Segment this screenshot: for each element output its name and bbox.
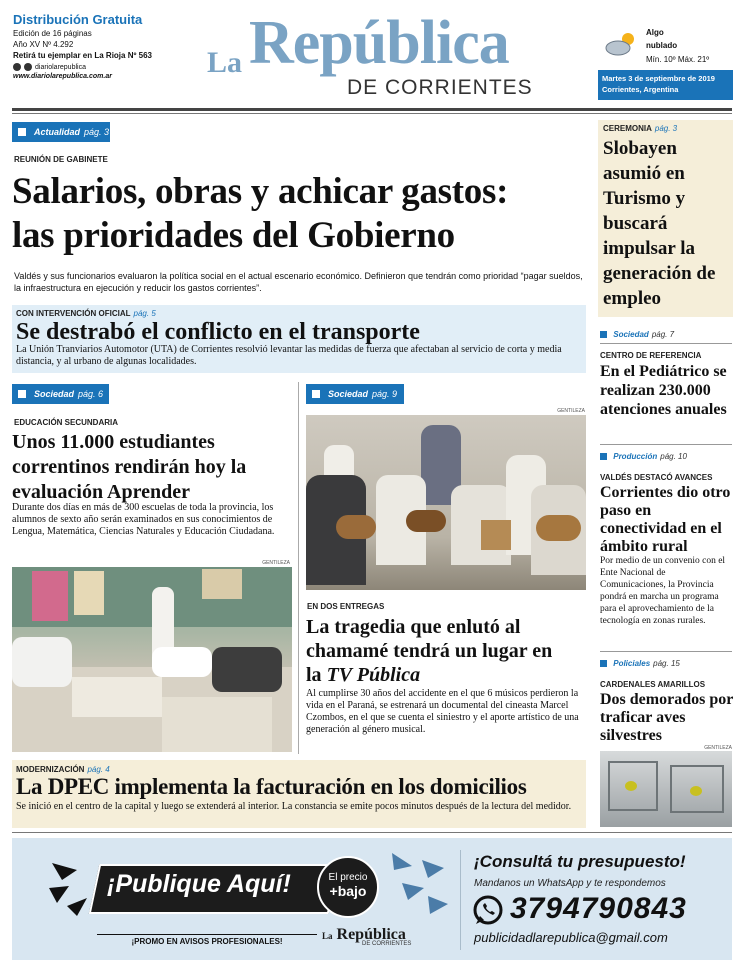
lead-body: Valdés y sus funcionarios evaluaron la política social en el actual escenario económico. Definieron que tendrán como prioridad “pagar sueldos, la infraestructura en ejecución y reducir los gastos corrientes”.: [14, 271, 583, 293]
pickup-line: Retirá tu ejemplar en La Rioja Nº 563: [13, 51, 152, 60]
publique-label: ¡Publique Aquí!: [107, 870, 291, 898]
weather-box: [600, 24, 732, 64]
students-kicker: EDUCACIÓN SECUNDARIA: [14, 418, 119, 427]
newspaper-logo[interactable]: [207, 9, 547, 102]
chamame-photo-credit: GENTILEZA: [557, 408, 585, 414]
students-body: Durante dos días en más de 300 escuelas de toda la provincia, los alumnos de sexto año serán examinados en sus conocimientos de Lengua, Matemática, Ciencias Naturales y Educación Ciudadana.: [12, 502, 275, 537]
whatsapp-icon: [472, 894, 504, 926]
date-line: Martes 3 de septiembre de 2019: [602, 74, 715, 83]
sidebar-rule-2: [600, 444, 732, 445]
partly-cloudy-icon: [604, 30, 640, 56]
logo-la: La: [207, 46, 243, 79]
chamame-body: Al cumplirse 30 años del accidente en el que 6 músicos perdieron la vida en el Paraná, se estrenará un documental del cineasta Marcel Czombos, en el que se cuenta el siniestro y el aporte artístico de una generación al género musical.: [306, 688, 579, 735]
ad-logo: La República DE CORRIENTES: [322, 926, 412, 947]
transport-headline: Se destrabó el conflicto en el transporte: [16, 319, 420, 345]
section-tag-policiales[interactable]: Policiales pág. 15: [600, 659, 680, 668]
weather-temps: Mín. 10º Máx. 21º: [646, 55, 710, 64]
section-tag-sociedad-7[interactable]: Sociedad pág. 7: [600, 330, 674, 339]
dpec-headline: La DPEC implementa la facturación en los domicilios: [16, 774, 527, 799]
students-photo-credit: GENTILEZA: [262, 560, 290, 566]
dpec-body: Se inició en el centro de la capital y luego se extenderá al interior. La constancia se emite pocos minutos después de la lectura del medidor.: [16, 801, 572, 812]
transport-kicker: CON INTERVENCIÓN OFICIAL pág. 5: [16, 309, 156, 318]
prod-kicker: VALDÉS DESTACÓ AVANCES: [600, 473, 713, 482]
ped-headline[interactable]: En el Pediátrico se realizan 230.000 atenciones anuales: [600, 363, 727, 418]
logo-subtitle: DE CORRIENTES: [347, 76, 533, 99]
section-tag-sociedad-6[interactable]: Sociedad pág. 6: [12, 384, 109, 404]
facebook-icon[interactable]: [13, 63, 21, 71]
prod-headline[interactable]: Corrientes dio otro paso en conectividad en el ámbito rural: [600, 484, 731, 555]
advert-banner[interactable]: [12, 838, 732, 960]
date-box: [598, 70, 733, 100]
consulta-line: ¡Consultá tu presupuesto!: [474, 852, 686, 871]
lead-headline[interactable]: Salarios, obras y achicar gastos: las prioridades del Gobierno: [12, 171, 509, 256]
chamame-kicker: EN DOS ENTREGAS: [307, 602, 385, 611]
bottom-rule: [12, 832, 732, 833]
logo-republica: República: [249, 9, 509, 77]
section-tag-actualidad[interactable]: Actualidad pág. 3: [12, 122, 110, 142]
students-headline[interactable]: Unos 11.000 estudiantes correntinos rendirán hoy la evaluación Aprender: [12, 431, 247, 503]
ad-phone[interactable]: 3794790843: [510, 892, 687, 925]
prod-body: Por medio de un convenio con el Ente Nacional de Comunicaciones, la Provincia pondrá en marcha un programa para el aprovechamiento de la tecnología en zonas rurales.: [600, 556, 726, 626]
place-line: Corrientes, Argentina: [602, 85, 679, 94]
pol-photo-credit: GENTILEZA: [704, 745, 732, 751]
masthead-rule-thin: [12, 113, 732, 114]
whatsapp-text: Mandanos un WhatsApp y te respondemos: [474, 878, 666, 889]
social-row: [13, 63, 198, 71]
transport-box[interactable]: [12, 305, 586, 373]
edition-line: Edición de 16 páginas: [13, 29, 92, 38]
chamame-headline[interactable]: La tragedia que enlutó al chamamé tendrá un lugar en la TV Pública: [306, 616, 553, 686]
website-link[interactable]: www.diariolarepublica.com.ar: [13, 73, 112, 80]
pol-kicker: CARDENALES AMARILLOS: [600, 680, 706, 689]
masthead-rule: [12, 108, 732, 111]
lead-kicker: REUNIÓN DE GABINETE: [14, 155, 108, 164]
ad-divider: [460, 850, 461, 950]
masthead-left: [13, 12, 198, 80]
dpec-kicker: MODERNIZACIÓN pág. 4: [16, 765, 110, 774]
twitter-icon[interactable]: [24, 63, 32, 71]
tourism-headline: Slobayen asumió en Turismo y buscará impulsar la generación de empleo: [603, 138, 716, 309]
free-distribution-label: Distribución Gratuita: [13, 12, 143, 27]
section-tag-produccion[interactable]: Producción pág. 10: [600, 452, 687, 461]
shard-decor-right: [382, 848, 452, 918]
dpec-box[interactable]: [12, 760, 586, 828]
sidebar-rule-3: [600, 651, 732, 652]
ped-kicker: CENTRO DE REFERENCIA: [600, 351, 702, 360]
section-tag-sociedad-9[interactable]: Sociedad pág. 9: [306, 384, 404, 404]
weather-text: Algo nublado: [646, 28, 678, 50]
sidebar-rule-1: [600, 343, 732, 344]
birds-photo[interactable]: [600, 751, 732, 827]
year-line: Año XV Nº 4.292: [13, 40, 74, 49]
tourism-box[interactable]: [598, 120, 733, 317]
ad-email[interactable]: publicidadlarepublica@gmail.com: [474, 930, 668, 945]
promo-line: ¡PROMO EN AVISOS PROFESIONALES!: [97, 934, 317, 946]
transport-body: La Unión Tranviarios Automotor (UTA) de Corrientes resolvió levantar las medidas de fuerza que afectaban al servicio de corta y media distancia, y al urbano de algunas localidades.: [16, 344, 562, 367]
social-handle[interactable]: diariolarepublica: [35, 63, 86, 71]
classroom-photo[interactable]: [12, 567, 292, 752]
musicians-photo[interactable]: [306, 415, 586, 590]
pol-headline[interactable]: Dos demorados por traficar aves silvestres: [600, 691, 734, 744]
column-divider: [298, 382, 299, 754]
tourism-kicker: CEREMONIA pág. 3: [603, 124, 678, 133]
precio-badge: El precio +bajo: [317, 856, 379, 918]
